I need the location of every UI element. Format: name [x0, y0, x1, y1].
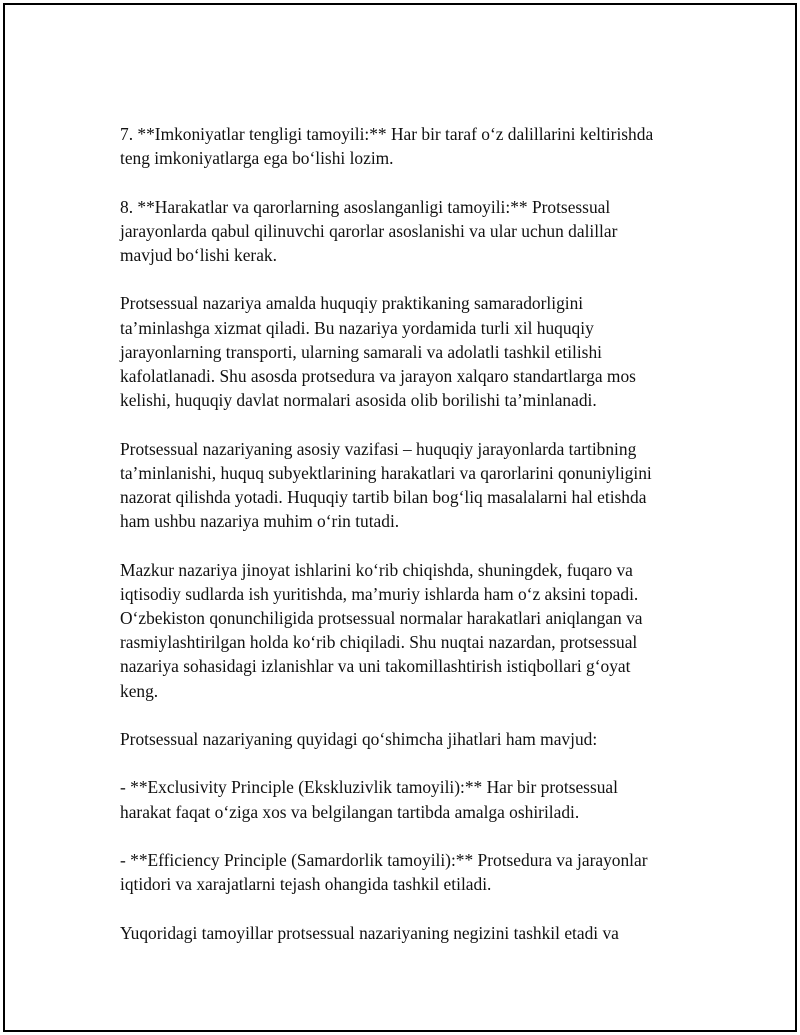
paragraph-additional-aspects: Protsessual nazariyaning quyidagi qo‘shimcha jihatlari ham mavjud: — [120, 729, 598, 749]
list-item-exclusivity: - **Exclusivity Principle (Ekskluzivlik tamoyili):** Har bir protsessual harakat faqat o‘ziga xos va belgilangan tartibda amalga oshiriladi. — [120, 777, 618, 822]
paragraph-principle-8: 8. **Harakatlar va qarorlarning asoslanganligi tamoyili:** Protsessual jarayonlarda qabul qilinuvchi qarorlar asoslanishi va ular uchun dalillar mavjud bo‘lishi kerak. — [120, 196, 618, 265]
paragraph-main-task: Protsessual nazariyaning asosiy vazifasi – huquqiy jarayonlarda tartibning ta’minlanishi, huquq subyektlarining harakatlari va qarorlarini qonuniyligini nazorat qilishda yotadi. Huquqiy tartib bilan bog‘liq masalalarni hal etishda ham ushbu nazariya muhim o‘rin tutadi. — [120, 438, 652, 532]
document-body — [120, 122, 700, 969]
paragraph-principle-7: 7. **Imkoniyatlar tengligi tamoyili:** Har bir taraf o‘z dalillarini keltirishda teng imkoniyatlarga ega bo‘lishi lozim. — [120, 124, 654, 169]
paragraph-application: Mazkur nazariya jinoyat ishlarini ko‘rib chiqishda, shuningdek, fuqaro va iqtisodiy sudlarda ish yuritishda, ma’muriy ishlarda ham o‘z aksini topadi. O‘zbekiston qonunchiligida protsessual normalar harakatlari aniqlangan va rasmiylashtirilgan holda ko‘rib chiqiladi. Shu nuqtai nazardan, protsessual nazariya sohasidagi izlanishlar va uni takomillashtirish istiqbollari g‘oyat keng. — [120, 559, 643, 701]
paragraph-conclusion: Yuqoridagi tamoyillar protsessual nazariyaning negizini tashkil etadi va — [120, 922, 619, 943]
list-item-efficiency: - **Efficiency Principle (Samardorlik tamoyili):** Protsedura va jarayonlar iqtidori va xarajatlarni tejash ohangida tashkil etiladi. — [120, 849, 648, 895]
document-page — [3, 3, 797, 1032]
paragraph-practice-efficiency: Protsessual nazariya amalda huquqiy praktikaning samaradorligini ta’minlashga xizmat qiladi. Bu nazariya yordamida turli xil huquqiy jarayonlarning transporti, ularning samarali va adolatli tashkil etilishi kafolatlanadi. Shu asosda protsedura va jarayon xalqaro standartlarga mos kelishi, huquqiy davlat normalari asosida olib borilishi ta’minlanadi. — [120, 293, 636, 411]
